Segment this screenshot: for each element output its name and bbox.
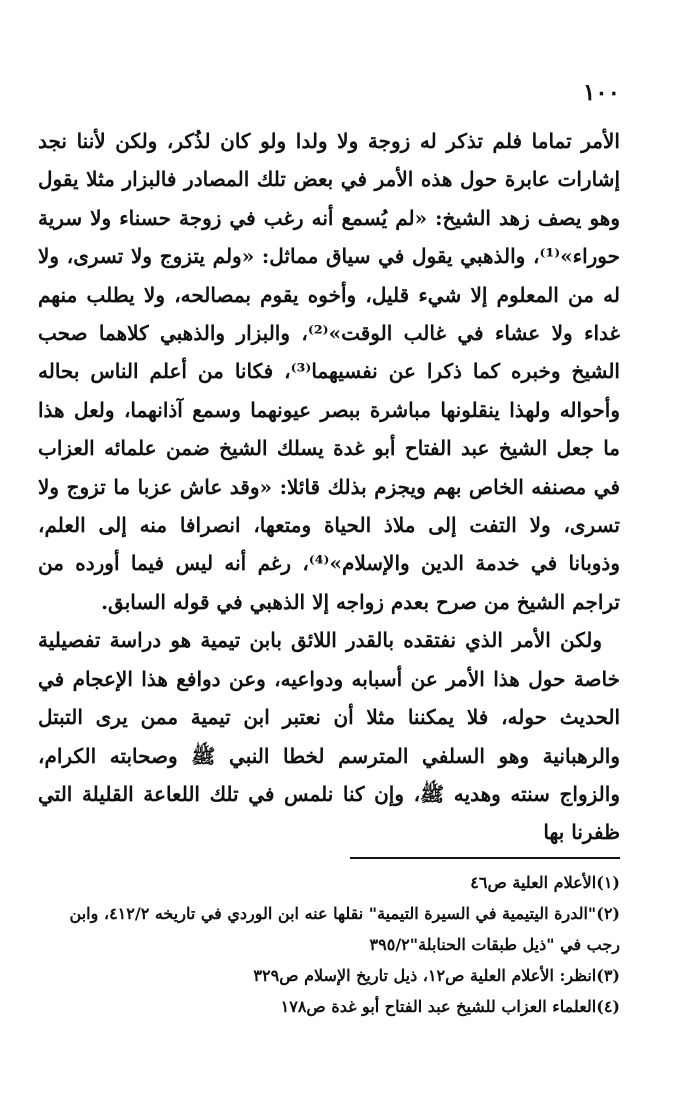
footnote-1: (١)الأعلام العلية ص٤٦ [470,873,620,892]
footnote-2: (٢)"الدرة اليتيمية في السيرة التيمية" نقلها عنه ابن الوردي في تاريخه ٤١٢/٢، وابن رجب في "ذيل طبقات الحنابلة"٣٩٥/٢ [69,904,620,954]
paragraph-1: الأمر تماما فلم تذكر له زوجة ولا ولدا ولو كان لذُكر، ولكن لأننا نجد إشارات عابرة حول هذه الأمر في بعض تلك المصادر فالبزار مثلا يقول وهو يصف زهد الشيخ: «لم يُسمع أنه رغب في زوجة حسناء ولا سرية حوراء»⁽¹⁾، والذهبي يقول في سياق مماثل: «ولم يتزوج ولا تسرى، ولا له من المعلوم إلا شيء قليل، وأخوه يقوم بمصالحه، ولا يطلب منهم غداء ولا عشاء في غالب الوقت»⁽²⁾، والبزار والذهبي كلاهما صحب الشيخ وخبره كما ذكرا عن نفسيهما⁽³⁾، فكانا من أعلم الناس بحاله وأحواله ولهذا ينقلونها مباشرة ببصر عيونهما وسمع آذانهما، ولعل هذا ما جعل الشيخ عبد الفتاح أبو غدة يسلك الشيخ ضمن علمائه العزاب في مصنفه الخاص بهم ويجزم بذلك قائلا: «وقد عاش عزبا ما تزوج ولا تسرى، ولا التفت إلى ملاذ الحياة ومتعها، انصرافا منه إلى العلم، وذوبانا في خدمة الدين والإسلام»⁽⁴⁾، رغم أنه ليس فيما أورده من تراجم الشيخ من صرح بعدم زواجه إلا الذهبي في قوله السابق. [38,129,621,614]
footnote-4: (٤)العلماء العزاب للشيخ عبد الفتاح أبو غدة ص١٧٨ [280,997,620,1016]
main-text [38,122,620,852]
paragraph-2: ولكن الأمر الذي نفتقده بالقدر اللائق بابن تيمية هو دراسة تفصيلية خاصة حول هذا الأمر عن أسبابه ودواعيه، وعن دوافع هذا الإعجام في الحديث حوله، فلا يمكننا مثلا أن نعتبر ابن تيمية ممن يرى التبتل والرهبانية وهو السلفي المترسم لخطا النبي ﷺ وصحابته الكرام، والزواج سنته وهديه ﷺ، وإن كنا نلمس في تلك اللعاعة القليلة التي ظفرنا بها [38,628,620,845]
footnote-3: (٣)انظر: الأعلام العلية ص١٢، ذيل تاريخ الإسلام ص٣٢٩ [253,966,620,985]
footnote-divider [350,857,620,859]
footnotes [38,867,620,1022]
page-number: ١٠٠ [582,79,620,106]
